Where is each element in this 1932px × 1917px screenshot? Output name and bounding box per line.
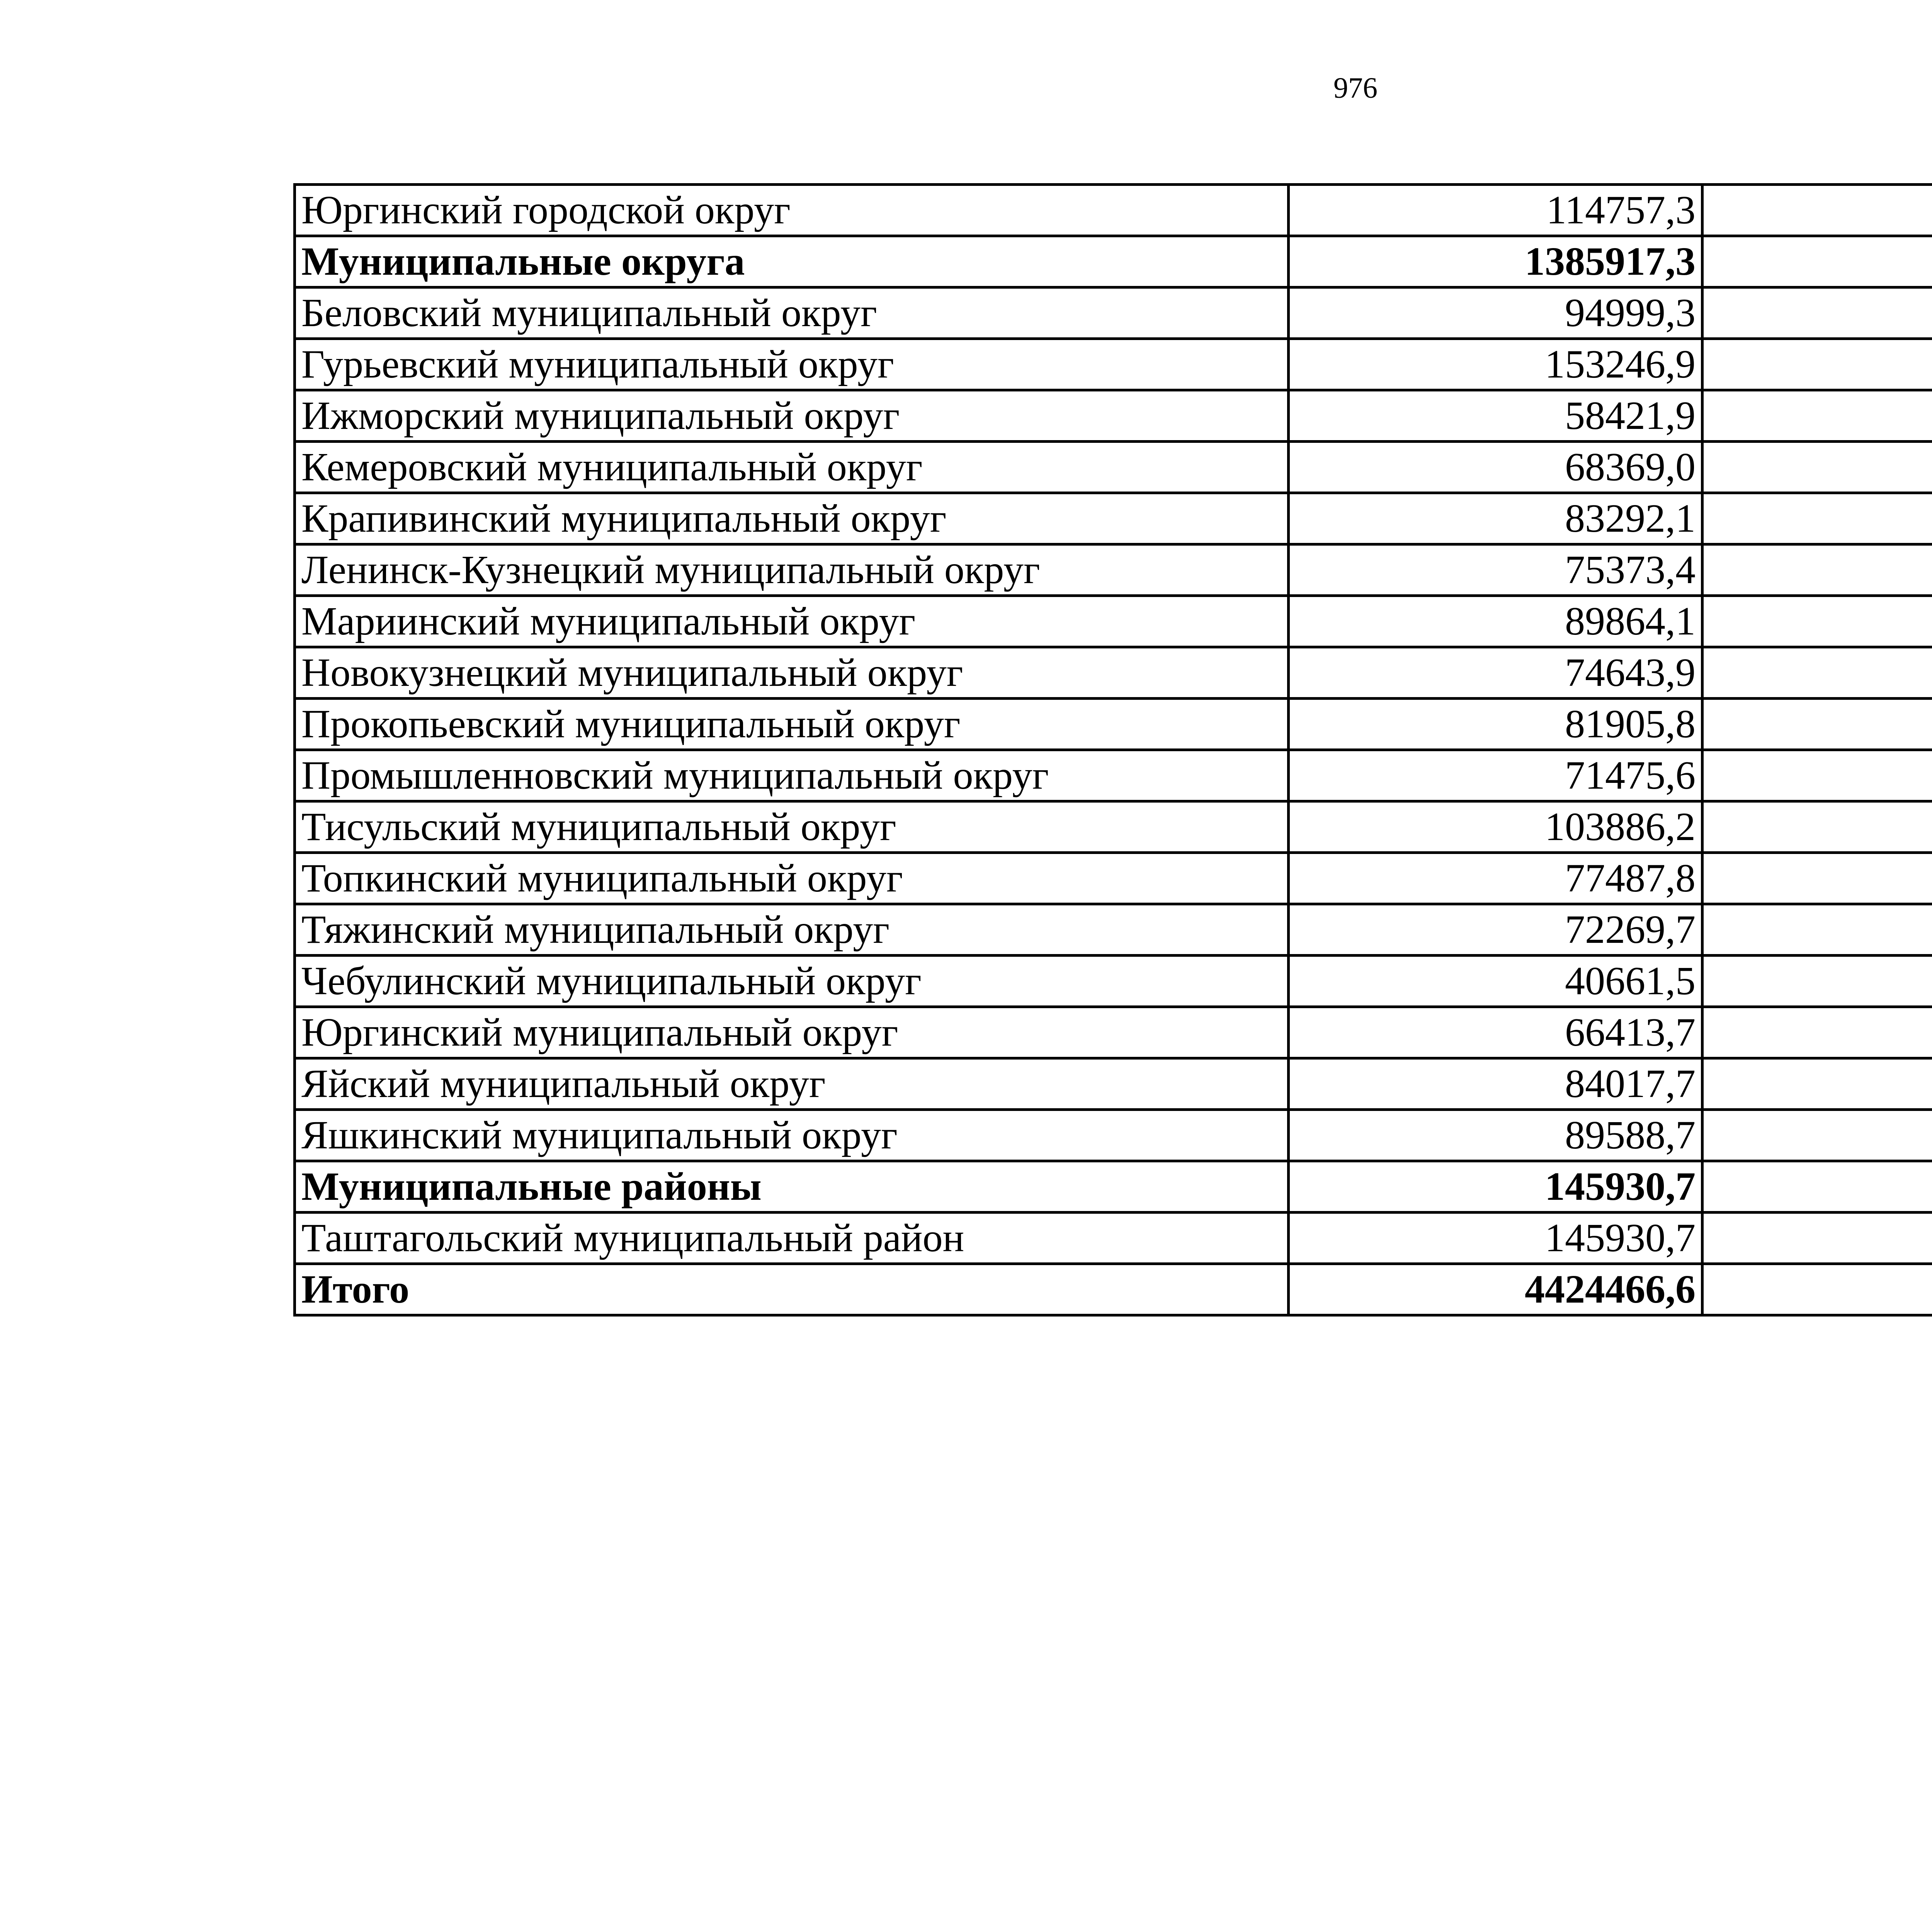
table-body [295, 185, 1932, 1315]
row-name: Тисульский муниципальный округ [295, 801, 1289, 853]
row-value-2 [1702, 853, 1932, 904]
row-value-1: 4424466,6 [1289, 1264, 1702, 1315]
table-row [295, 442, 1932, 493]
table-row [295, 390, 1932, 442]
row-name: Промышленновский муниципальный округ [295, 750, 1289, 801]
budget-table [293, 183, 1932, 1317]
row-value-2 [1702, 596, 1932, 647]
row-name: Яйский муниципальный округ [295, 1058, 1289, 1110]
table-row [295, 750, 1932, 801]
row-value-2 [1702, 493, 1932, 544]
row-value-1: 145930,7 [1289, 1161, 1702, 1213]
row-value-1: 81905,8 [1289, 699, 1702, 750]
row-value-2 [1702, 1058, 1932, 1110]
row-name: Чебулинский муниципальный округ [295, 956, 1289, 1007]
page-number: 976 [1333, 72, 1378, 104]
row-value-1: 84017,7 [1289, 1058, 1702, 1110]
row-name: Новокузнецкий муниципальный округ [295, 647, 1289, 699]
table-row [295, 699, 1932, 750]
row-name: Яшкинский муниципальный округ [295, 1110, 1289, 1161]
row-value-1: 83292,1 [1289, 493, 1702, 544]
table-row [295, 236, 1932, 287]
row-value-2 [1702, 647, 1932, 699]
table-row [295, 596, 1932, 647]
row-value-1: 145930,7 [1289, 1213, 1702, 1264]
row-value-2 [1702, 185, 1932, 236]
row-name: Муниципальные округа [295, 236, 1289, 287]
table-row [295, 853, 1932, 904]
row-name: Юргинский городской округ [295, 185, 1289, 236]
table-row [295, 185, 1932, 236]
table-row [295, 904, 1932, 956]
row-value-2 [1702, 339, 1932, 390]
table-row [295, 801, 1932, 853]
row-value-1: 72269,7 [1289, 904, 1702, 956]
row-value-2 [1702, 442, 1932, 493]
table-row [295, 1264, 1932, 1315]
row-value-1: 74643,9 [1289, 647, 1702, 699]
row-name: Кемеровский муниципальный округ [295, 442, 1289, 493]
table-row [295, 1213, 1932, 1264]
row-name: Ленинск-Кузнецкий муниципальный округ [295, 544, 1289, 596]
table-row [295, 1161, 1932, 1213]
row-value-1: 75373,4 [1289, 544, 1702, 596]
row-value-2 [1702, 1007, 1932, 1058]
row-value-2 [1702, 1213, 1932, 1264]
row-value-1: 71475,6 [1289, 750, 1702, 801]
row-name: Ижморский муниципальный округ [295, 390, 1289, 442]
row-value-1: 68369,0 [1289, 442, 1702, 493]
row-value-1: 40661,5 [1289, 956, 1702, 1007]
row-value-2 [1702, 750, 1932, 801]
row-value-2 [1702, 236, 1932, 287]
row-value-1: 114757,3 [1289, 185, 1702, 236]
row-value-1: 153246,9 [1289, 339, 1702, 390]
table-row [295, 1058, 1932, 1110]
row-value-2 [1702, 390, 1932, 442]
row-name: Итого [295, 1264, 1289, 1315]
table-row [295, 287, 1932, 339]
row-name: Муниципальные районы [295, 1161, 1289, 1213]
row-value-1: 94999,3 [1289, 287, 1702, 339]
row-value-2 [1702, 287, 1932, 339]
row-value-1: 1385917,3 [1289, 236, 1702, 287]
row-value-2 [1702, 544, 1932, 596]
row-value-1: 89864,1 [1289, 596, 1702, 647]
row-name: Беловский муниципальный округ [295, 287, 1289, 339]
row-value-2 [1702, 801, 1932, 853]
row-value-2 [1702, 956, 1932, 1007]
table-row [295, 647, 1932, 699]
row-value-1: 89588,7 [1289, 1110, 1702, 1161]
row-name: Мариинский муниципальный округ [295, 596, 1289, 647]
table-row [295, 339, 1932, 390]
table-row [295, 1007, 1932, 1058]
row-name: Крапивинский муниципальный округ [295, 493, 1289, 544]
row-name: Топкинский муниципальный округ [295, 853, 1289, 904]
table-row [295, 1110, 1932, 1161]
row-name: Таштагольский муниципальный район [295, 1213, 1289, 1264]
row-name: Тяжинский муниципальный округ [295, 904, 1289, 956]
row-name: Юргинский муниципальный округ [295, 1007, 1289, 1058]
row-name: Гурьевский муниципальный округ [295, 339, 1289, 390]
row-value-1: 66413,7 [1289, 1007, 1702, 1058]
row-value-1: 58421,9 [1289, 390, 1702, 442]
row-value-2 [1702, 1110, 1932, 1161]
row-value-1: 77487,8 [1289, 853, 1702, 904]
row-value-2 [1702, 904, 1932, 956]
row-value-2 [1702, 699, 1932, 750]
table-row [295, 956, 1932, 1007]
table-row [295, 544, 1932, 596]
row-value-2 [1702, 1264, 1932, 1315]
table-row [295, 493, 1932, 544]
row-value-1: 103886,2 [1289, 801, 1702, 853]
row-name: Прокопьевский муниципальный округ [295, 699, 1289, 750]
row-value-2 [1702, 1161, 1932, 1213]
